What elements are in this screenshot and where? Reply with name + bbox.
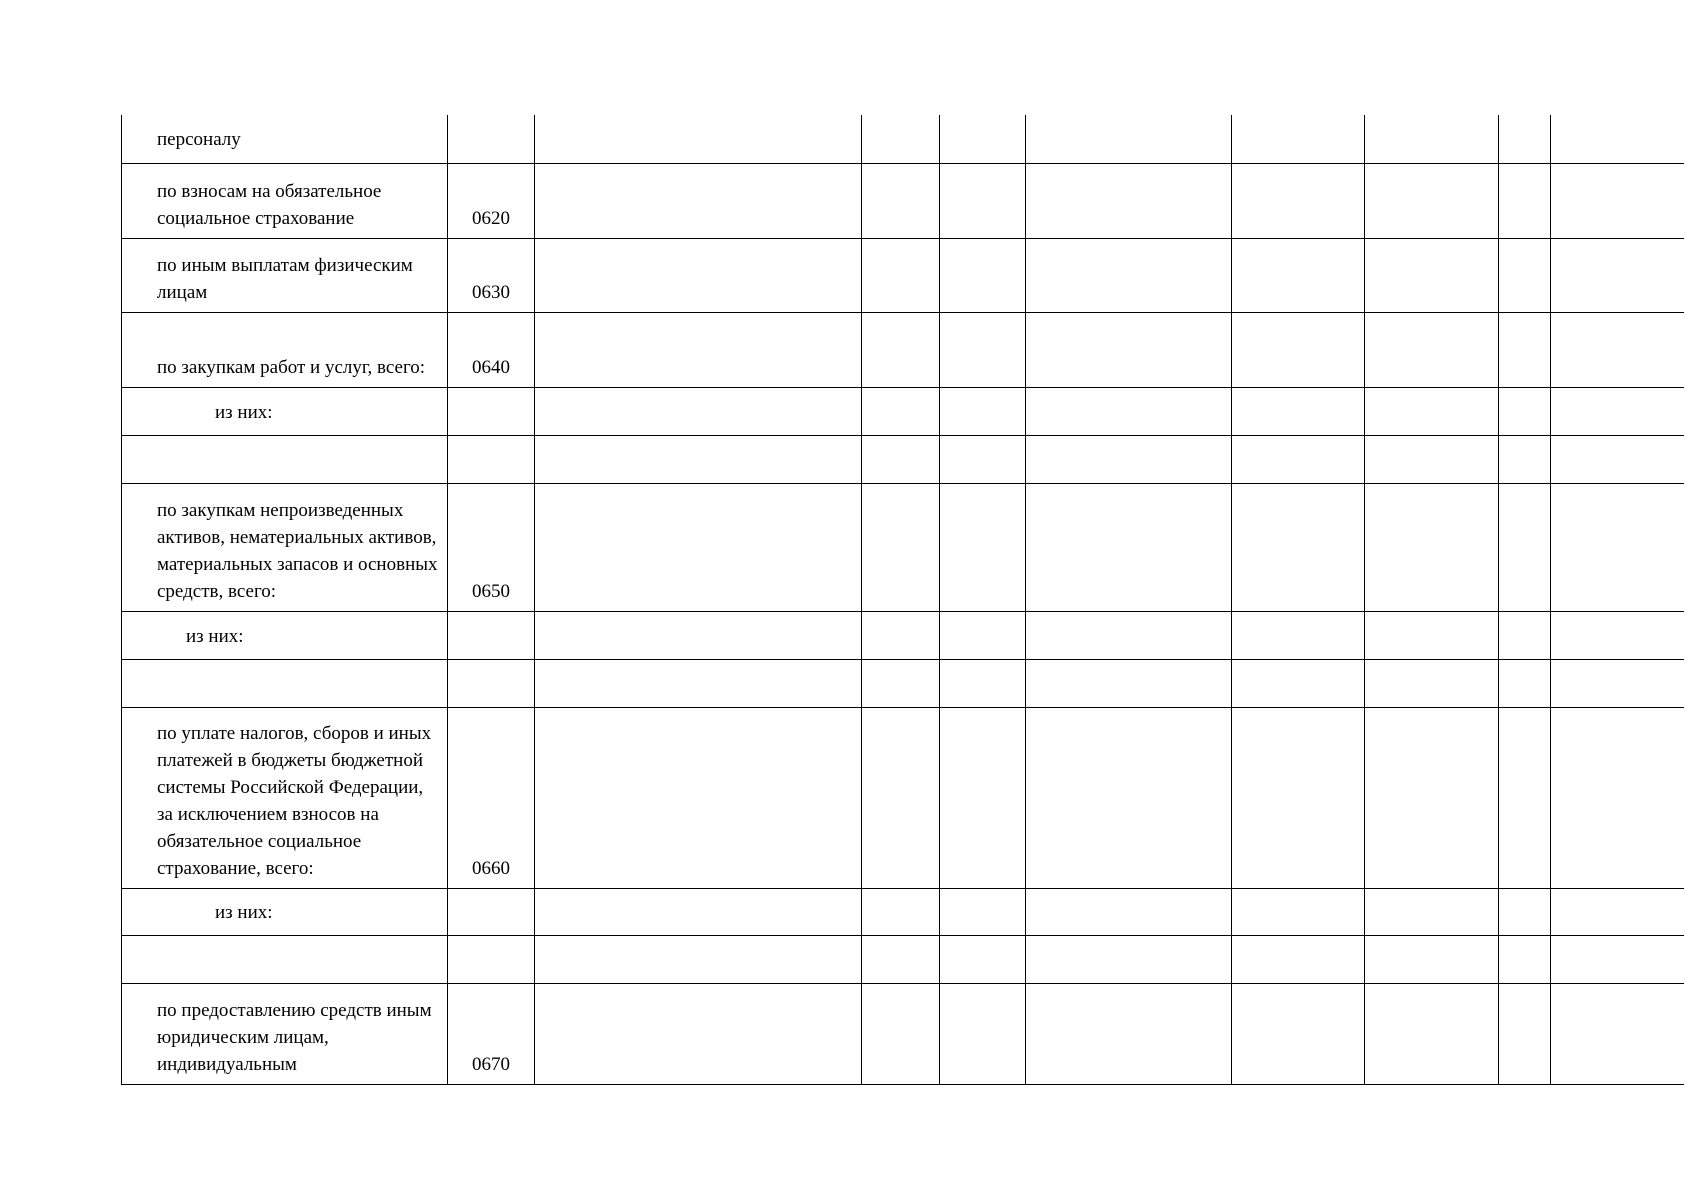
value-cell [1365,483,1499,611]
value-cell [940,935,1026,983]
value-cell [940,483,1026,611]
table-row [122,483,1684,611]
value-cell [1026,115,1232,163]
value-cell [862,163,940,238]
value-cell [1551,312,1684,387]
value-cell [535,659,862,707]
value-cell [862,611,940,659]
table-row [122,983,1684,1084]
row-label [122,935,448,983]
row-label [122,659,448,707]
value-cell [1499,983,1551,1084]
value-cell [1551,115,1684,163]
value-cell [535,115,862,163]
value-cell [1026,435,1232,483]
value-cell [1026,888,1232,935]
value-cell [1551,611,1684,659]
value-cell [1365,163,1499,238]
value-cell [535,935,862,983]
row-label: по уплате налогов, сборов и иных платежей в бюджеты бюджетной системы Российской Федерации, за исключением взносов на обязательное социальное страхование, всего: [122,707,448,888]
row-code: 0640 [448,312,535,387]
row-label: по закупкам работ и услуг, всего: [122,312,448,387]
value-cell [1232,483,1365,611]
value-cell [535,238,862,312]
value-cell [1499,115,1551,163]
value-cell [862,238,940,312]
row-code [448,435,535,483]
value-cell [1232,163,1365,238]
value-cell [1026,483,1232,611]
value-cell [1551,435,1684,483]
value-cell [1365,888,1499,935]
value-cell [1026,163,1232,238]
value-cell [862,483,940,611]
value-cell [1026,238,1232,312]
value-cell [862,888,940,935]
value-cell [535,611,862,659]
value-cell [940,659,1026,707]
value-cell [862,659,940,707]
value-cell [940,312,1026,387]
value-cell [1551,659,1684,707]
value-cell [940,163,1026,238]
value-cell [1232,888,1365,935]
value-cell [1551,387,1684,435]
value-cell [1551,238,1684,312]
table-row [122,707,1684,888]
value-cell [1499,312,1551,387]
table-row [122,659,1684,707]
value-cell [940,611,1026,659]
value-cell [1499,707,1551,888]
row-code: 0620 [448,163,535,238]
value-cell [862,935,940,983]
row-code [448,659,535,707]
value-cell [1232,983,1365,1084]
row-code: 0650 [448,483,535,611]
value-cell [1365,659,1499,707]
value-cell [1232,312,1365,387]
row-code [448,115,535,163]
row-code [448,935,535,983]
value-cell [1026,983,1232,1084]
value-cell [940,983,1026,1084]
value-cell [1365,238,1499,312]
value-cell [940,387,1026,435]
value-cell [1499,935,1551,983]
value-cell [862,387,940,435]
table-row [122,935,1684,983]
table-row [122,163,1684,238]
value-cell [1499,238,1551,312]
value-cell [1232,935,1365,983]
value-cell [1026,312,1232,387]
value-cell [862,435,940,483]
value-cell [1232,611,1365,659]
financial-report-table [121,115,1684,1085]
value-cell [1026,659,1232,707]
value-cell [1499,659,1551,707]
value-cell [1232,707,1365,888]
value-cell [1551,483,1684,611]
value-cell [1499,387,1551,435]
table-row [122,435,1684,483]
row-code [448,387,535,435]
row-label: по предоставлению средств иным юридическим лицам, индивидуальным [122,983,448,1084]
value-cell [1551,935,1684,983]
value-cell [1232,659,1365,707]
row-label [122,435,448,483]
row-label: из них: [122,888,448,935]
value-cell [1551,163,1684,238]
row-label: из них: [122,387,448,435]
value-cell [535,163,862,238]
table-row [122,238,1684,312]
value-cell [1232,115,1365,163]
value-cell [1499,888,1551,935]
row-label: по закупкам непроизведенных активов, нематериальных активов, материальных запасов и основных средств, всего: [122,483,448,611]
row-label: из них: [122,611,448,659]
value-cell [535,312,862,387]
row-code [448,888,535,935]
value-cell [535,387,862,435]
value-cell [940,115,1026,163]
value-cell [1365,387,1499,435]
value-cell [1026,707,1232,888]
value-cell [1499,611,1551,659]
value-cell [940,888,1026,935]
value-cell [1026,611,1232,659]
value-cell [1026,387,1232,435]
value-cell [1026,935,1232,983]
value-cell [1365,435,1499,483]
value-cell [1365,935,1499,983]
table-row [122,115,1684,163]
value-cell [1232,238,1365,312]
value-cell [1551,983,1684,1084]
row-code: 0670 [448,983,535,1084]
table-row [122,611,1684,659]
value-cell [1499,163,1551,238]
value-cell [1499,435,1551,483]
value-cell [940,435,1026,483]
row-label: по взносам на обязательное социальное страхование [122,163,448,238]
value-cell [535,483,862,611]
table-row [122,888,1684,935]
value-cell [535,983,862,1084]
table-row [122,387,1684,435]
value-cell [1365,983,1499,1084]
value-cell [1365,707,1499,888]
value-cell [535,707,862,888]
value-cell [1551,888,1684,935]
value-cell [535,888,862,935]
value-cell [1365,115,1499,163]
row-code [448,611,535,659]
table-body [122,115,1684,1084]
value-cell [940,238,1026,312]
row-code: 0660 [448,707,535,888]
table-row [122,312,1684,387]
value-cell [1365,312,1499,387]
value-cell [1232,435,1365,483]
value-cell [862,312,940,387]
value-cell [1551,707,1684,888]
value-cell [1499,483,1551,611]
value-cell [862,983,940,1084]
row-label: по иным выплатам физическим лицам [122,238,448,312]
value-cell [862,115,940,163]
row-label: персоналу [122,115,448,163]
value-cell [1365,611,1499,659]
value-cell [862,707,940,888]
value-cell [940,707,1026,888]
value-cell [1232,387,1365,435]
value-cell [535,435,862,483]
row-code: 0630 [448,238,535,312]
